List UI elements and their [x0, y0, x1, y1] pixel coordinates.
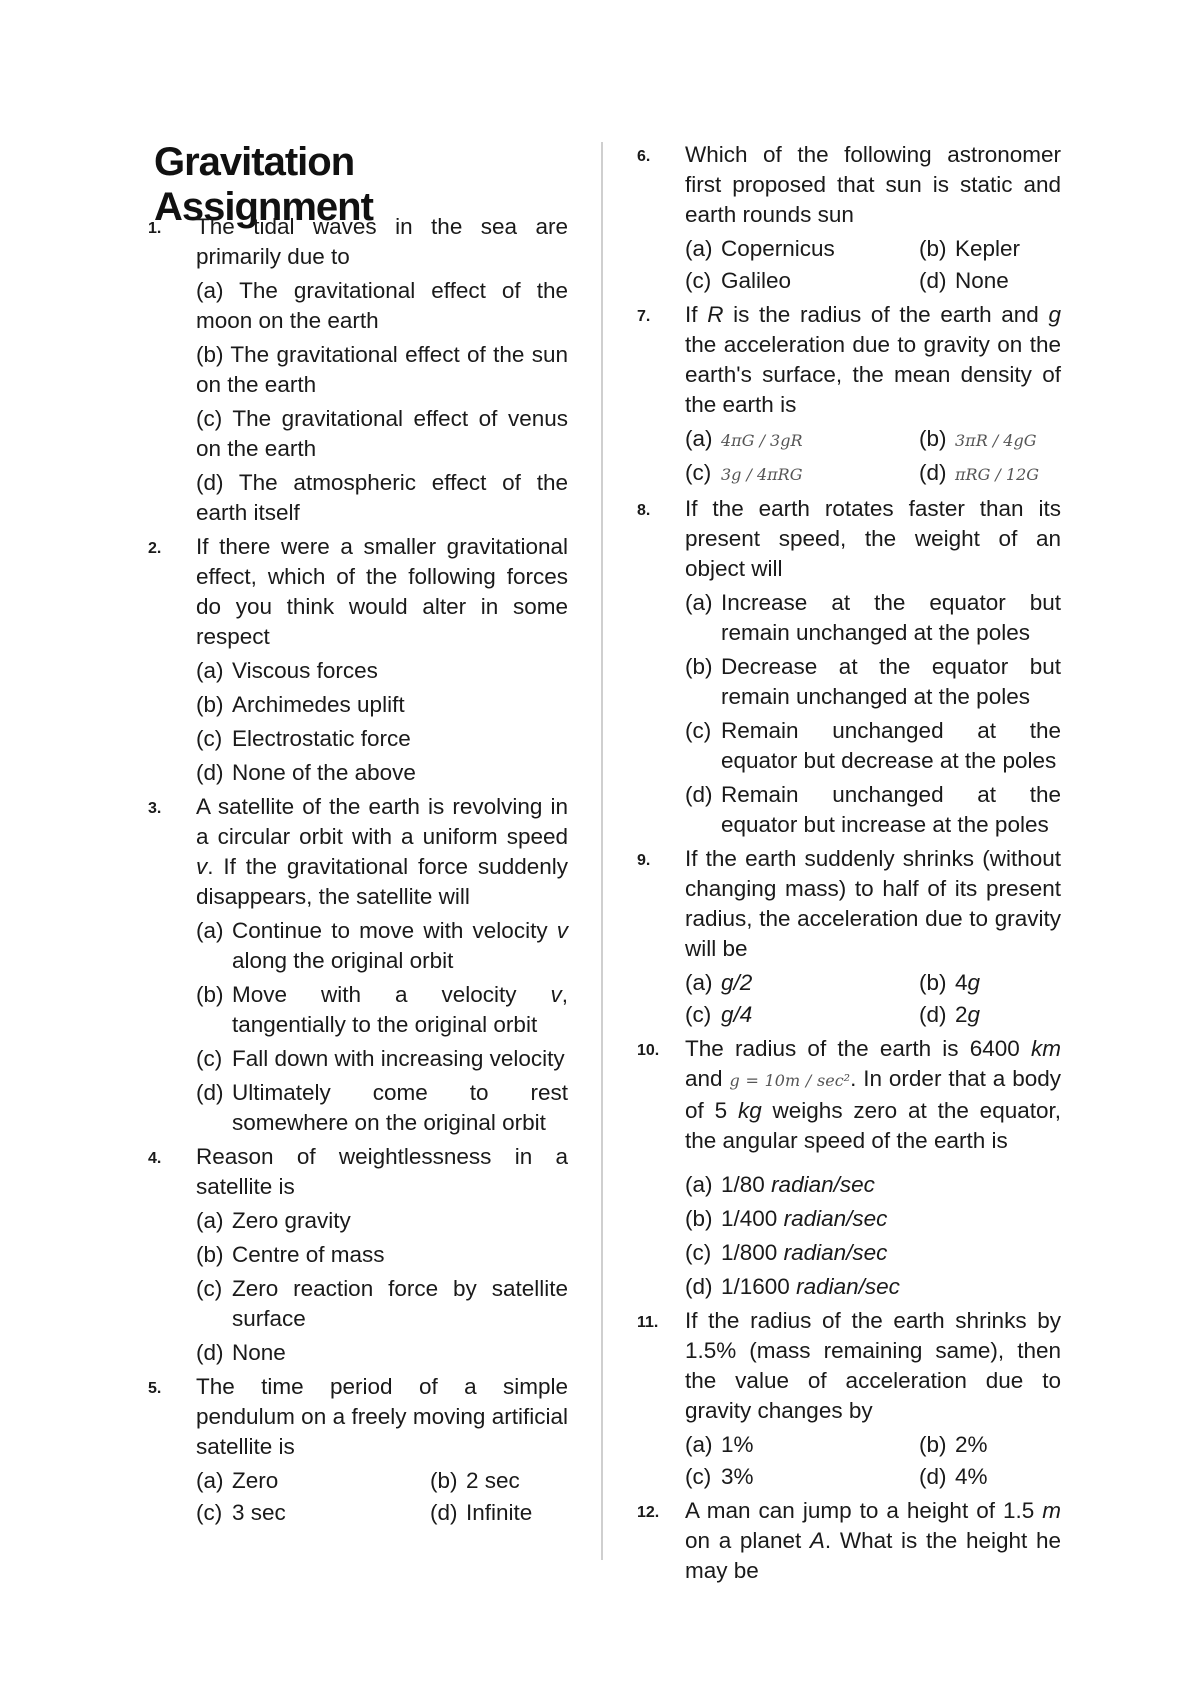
option-c: (c) g/4	[685, 1002, 753, 1027]
left-column	[148, 212, 568, 1532]
question-6	[637, 140, 1061, 296]
question-text: A man can jump to a height of 1.5 m on a planet A. What is the height he may be	[685, 1498, 1061, 1583]
option-b: (b) Kepler	[919, 236, 1021, 261]
option-c: (c) 1/800 radian/sec	[685, 1240, 888, 1265]
option-a: (a) The gravitational effect of the moon on the earth	[196, 278, 568, 333]
option-b: (b) 2%	[919, 1432, 988, 1457]
question-text: Which of the following astronomer first proposed that sun is static and earth rounds sun	[685, 142, 1061, 227]
question-number: 1.	[148, 220, 162, 237]
question-text: If the radius of the earth shrinks by 1.5% (mass remaining same), then the value of acceleration due to gravity changes by	[685, 1308, 1061, 1423]
option-a: (a) Viscous forces	[196, 658, 378, 683]
page-title: Gravitation Assignment	[154, 140, 373, 229]
option-a: (a) Zero	[196, 1468, 279, 1493]
option-c: (c) Zero reaction force by satellite surface	[196, 1276, 568, 1331]
option-d: (d) None	[919, 268, 1009, 293]
question-11	[637, 1306, 1061, 1492]
question-text: If there were a smaller gravitational effect, which of the following forces do you think would alter in some respect	[196, 534, 568, 649]
question-5	[148, 1372, 568, 1528]
option-d: (d) 1/1600 radian/sec	[685, 1274, 900, 1299]
option-c: (c) Electrostatic force	[196, 726, 411, 751]
option-a: (a) Increase at the equator but remain unchanged at the poles	[685, 590, 1061, 645]
option-c: (c) Galileo	[685, 268, 792, 293]
option-d: (d) Ultimately come to rest somewhere on the original orbit	[196, 1080, 568, 1135]
option-c: (c) Fall down with increasing velocity	[196, 1046, 565, 1071]
question-9	[637, 844, 1061, 1030]
option-c: (c) 3 sec	[196, 1500, 286, 1525]
question-number: 12.	[637, 1504, 660, 1521]
option-c: (c) Remain unchanged at the equator but decrease at the poles	[685, 718, 1061, 773]
question-2	[148, 532, 568, 788]
option-a: (a) 1/80 radian/sec	[685, 1172, 875, 1197]
option-a: (a) Copernicus	[685, 236, 835, 261]
question-text: The tidal waves in the sea are primarily due to	[196, 214, 568, 269]
question-number: 3.	[148, 800, 162, 817]
question-8	[637, 494, 1061, 840]
option-c: (c) 3g / 4πRG	[685, 460, 803, 485]
option-d: (d) 4%	[919, 1464, 988, 1489]
option-a: (a) 4πG / 3gR	[685, 426, 803, 451]
question-number: 7.	[637, 308, 651, 325]
option-d: (d) None	[196, 1340, 286, 1365]
option-d: (d) Infinite	[430, 1500, 533, 1525]
question-text: The time period of a simple pendulum on a freely moving artificial satellite is	[196, 1374, 568, 1459]
option-b: (b) 1/400 radian/sec	[685, 1206, 888, 1231]
option-b: (b) 3πR / 4gG	[919, 426, 1037, 451]
question-number: 10.	[637, 1042, 660, 1059]
option-a: (a) Zero gravity	[196, 1208, 351, 1233]
option-b: (b) Move with a velocity v, tangentially to the original orbit	[196, 982, 568, 1037]
question-12	[637, 1496, 1061, 1586]
option-a: (a) 1%	[685, 1432, 754, 1457]
option-a: (a) Continue to move with velocity v along the original orbit	[196, 918, 568, 973]
question-10	[637, 1034, 1061, 1302]
option-d: (d) None of the above	[196, 760, 416, 785]
question-number: 5.	[148, 1380, 162, 1397]
column-divider	[601, 142, 603, 1560]
question-3	[148, 792, 568, 1138]
question-number: 9.	[637, 852, 651, 869]
option-b: (b) Archimedes uplift	[196, 692, 405, 717]
right-column	[637, 140, 1061, 1590]
formula: g = 10m / sec²	[729, 1071, 851, 1090]
question-number: 2.	[148, 540, 162, 557]
question-text: If the earth suddenly shrinks (without changing mass) to half of its present radius, the acceleration due to gravity will be	[685, 846, 1061, 961]
option-b: (b) 2 sec	[430, 1468, 520, 1493]
option-d: (d) The atmospheric effect of the earth itself	[196, 470, 568, 525]
question-1	[148, 212, 568, 528]
question-text: If the earth rotates faster than its present speed, the weight of an object will	[685, 496, 1061, 581]
question-text: If R is the radius of the earth and g the acceleration due to gravity on the earth's surface, the mean density of the earth is	[685, 302, 1061, 417]
option-c: (c) 3%	[685, 1464, 754, 1489]
option-d: (d) πRG / 12G	[919, 460, 1040, 485]
option-b: (b) The gravitational effect of the sun on the earth	[196, 342, 568, 397]
option-d: (d) Remain unchanged at the equator but increase at the poles	[685, 782, 1061, 837]
option-b: (b) 4g	[919, 970, 981, 995]
option-c: (c) The gravitational effect of venus on the earth	[196, 406, 568, 461]
question-number: 8.	[637, 502, 651, 519]
question-number: 4.	[148, 1150, 162, 1167]
question-text: The radius of the earth is 6400 km and g = 10m / sec². In order that a body of 5 kg weighs zero at the equator, the angular speed of the earth is	[685, 1036, 1061, 1153]
question-4	[148, 1142, 568, 1368]
question-number: 11.	[637, 1314, 659, 1331]
question-number: 6.	[637, 148, 651, 165]
option-b: (b) Decrease at the equator but remain unchanged at the poles	[685, 654, 1061, 709]
option-a: (a) g/2	[685, 970, 753, 995]
option-b: (b) Centre of mass	[196, 1242, 385, 1267]
option-d: (d) 2g	[919, 1002, 981, 1027]
question-7	[637, 300, 1061, 490]
question-text: Reason of weightlessness in a satellite is	[196, 1144, 568, 1199]
question-text: A satellite of the earth is revolving in a circular orbit with a uniform speed v. If the gravitational force suddenly disappears, the satellite will	[196, 794, 568, 909]
